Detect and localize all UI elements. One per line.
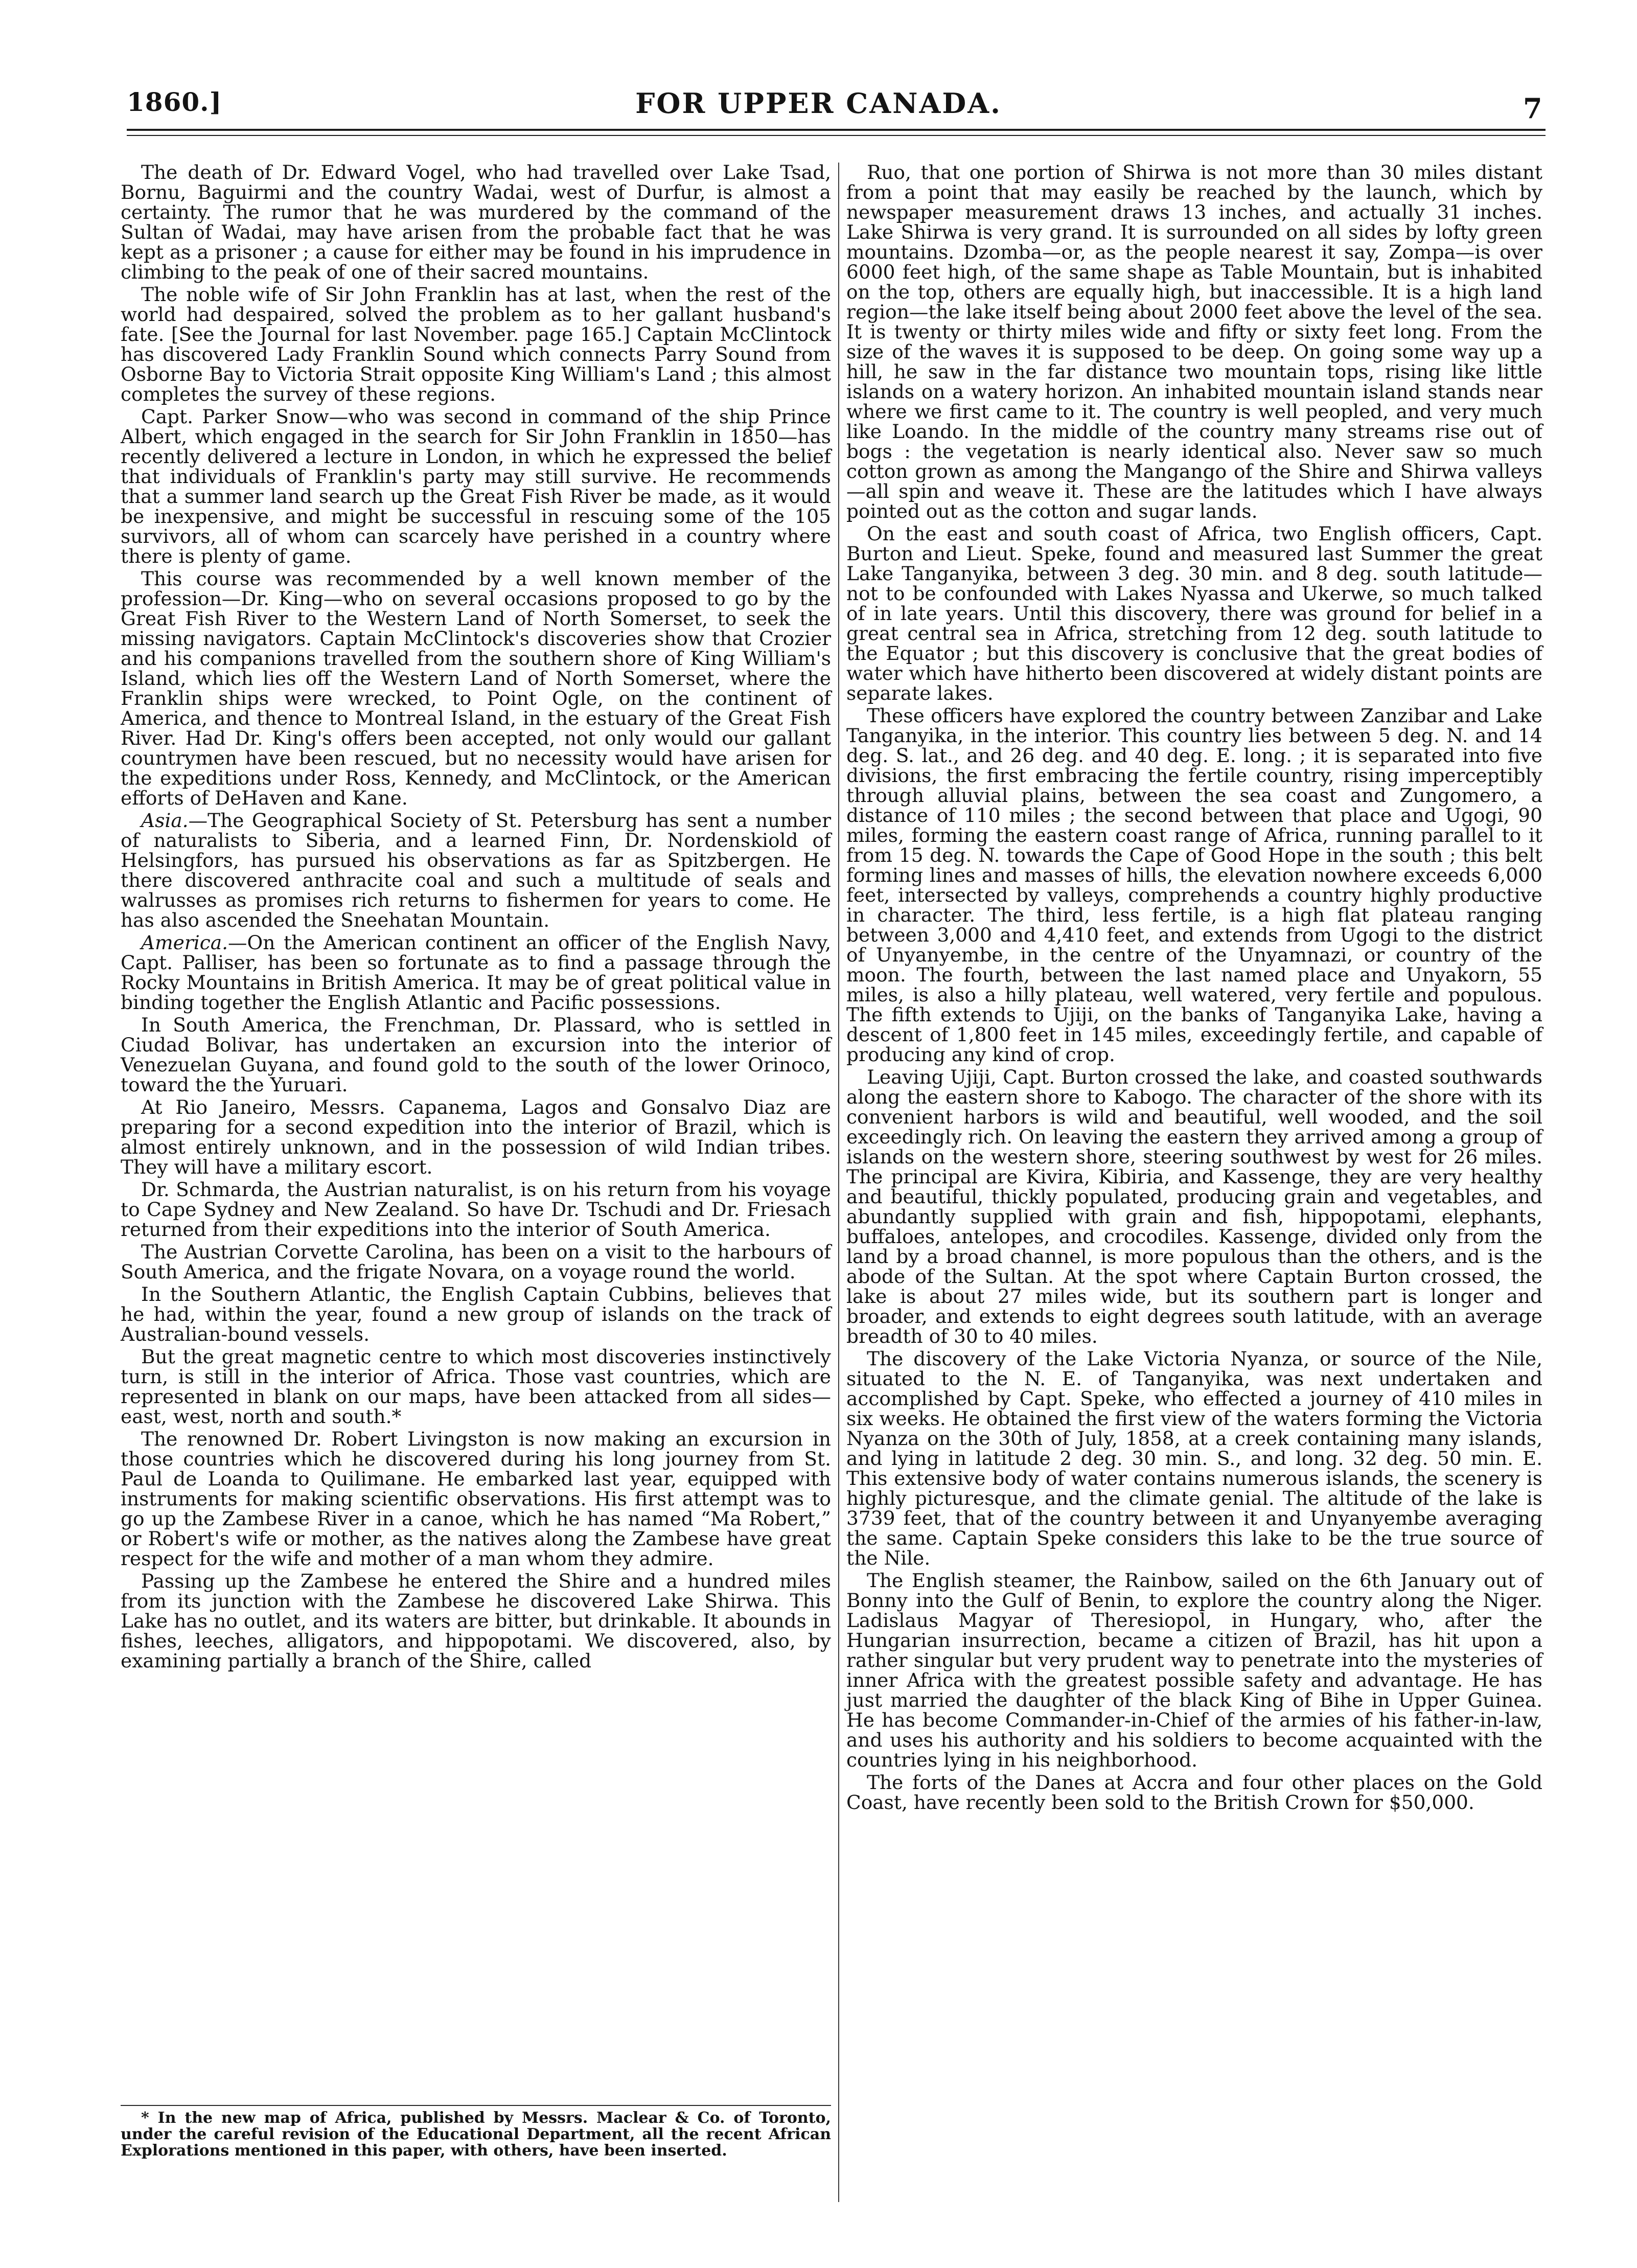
footnote-rule <box>121 2105 831 2106</box>
paragraph-zambese: Passing up the Zambese he entered the Shire and a hundred miles from its junction with the Zambese he discovered Lake Shirwa. This Lake has no outlet, and its waters are bitter, but drinkable. It abounds in fishes, leeches, alligators, and hippopotami. We discovered, also, by examining partially a branch of the Shire, called <box>121 1570 831 1672</box>
paragraph-dr-king: This course was recommended by a well known member of the profession—Dr. King—who on several occasions proposed to go by the Great Fish River to the Western Land of North Somerset, to seek the missing navigators. Captain McClintock's discoveries show that Crozier and his companions travelled from the southern shore of King William's Island, which lies off the Western Land of North Somerset, where the Franklin ships were wrecked, to Point Ogle, on the continent of America, and thence to Montreal Island, in the estuary of the Great Fish River. Had Dr. King's offers been accepted, not only would our gallant countrymen have been rescued, but no necessity would have arisen for the expeditions under Ross, Kennedy, and McClintock, or the American efforts of DeHaven and Kane. <box>121 567 831 809</box>
right-column <box>846 163 1542 2202</box>
paragraph-cubbins: In the Southern Atlantic, the English Captain Cubbins, believes that he had, within the year, found a new group of islands on the track of Australian-bound vessels. <box>121 1283 831 1345</box>
paragraph-parker-snow: Capt. Parker Snow—who was second in command of the ship Prince Albert, which engaged in the search for Sir John Franklin in 1850—has recently delivered a lecture in London, in which he expressed the belief that individuals of Franklin's party may still survive. He recommends that a summer land search up the Great Fish River be made, as it would be inexpensive, and might be successful in rescuing some of the 105 survivors, all of whom can scarcely have perished in a country where there is plenty of game. <box>121 405 831 567</box>
paragraph-carolina: The Austrian Corvette Carolina, has been on a visit to the harbours of South America, and the frigate Novara, on a voyage round the world. <box>121 1241 831 1283</box>
paragraph-asia-text: —The Geographical Society of St. Petersburg has sent a number of naturalists to Siberia, and a learned Finn, Dr. Nordenskiold of Helsingfors, has pursued his observations as far as Spitzbergen. He there discovered anthracite coal and such a multitude of seals and walrusses as promises rich returns to fishermen for years to come. He has also ascended the Sneehatan Mountain. <box>121 809 831 931</box>
header-title: FOR UPPER CANADA. <box>635 87 1002 120</box>
paragraph-america-text: —On the American continent an officer of the English Navy, Capt. Palliser, has been so fortunate as to find a passage through the Rocky Mountains in British America. It may be of great political value in binding together the English Atlantic and Pacific possessions. <box>121 931 831 1014</box>
paragraph-asia <box>121 811 831 930</box>
paragraph-ujiji: Leaving Ujiji, Capt. Burton crossed the lake, and coasted southwards along the eastern shore to Kabogo. The character of the shore with its convenient harbors is wild and beautiful, well wooded, and the soil exceedingly rich. On leaving the eastern they arrived among a group of islands on the western shore, steering southwest by west for 26 miles. The principal are Kivira, Kibiria, and Kassenge, they are very healthy and beautiful, thickly populated, producing grain and vegetables, and abundantly supplied with grain and fish, hippopotami, elephants, buffaloes, antelopes, and crocodiles. Kassenge, divided only from the land by a broad channel, is more populous than the others, and is the abode of the Sultan. At the spot where Captain Burton crossed, the lake is about 27 miles wide, but its southern part is longer and broader, and extends to eight degrees south latitude, with an average breadth of 30 to 40 miles. <box>846 1066 1542 1347</box>
paragraph-schmarda: Dr. Schmarda, the Austrian naturalist, is on his return from his voyage to Cape Sydney and New Zealand. So have Dr. Tschudi and Dr. Friesach returned from their expeditions into the interior of South America. <box>121 1178 831 1241</box>
paragraph-vogel: The death of Dr. Edward Vogel, who had travelled over Lake Tsad, Bornu, Baguirmi and the country Wadai, west of Durfur, is almost a certainty. The rumor that he was murdered by the command of the Sultan of Wadai, may have arisen from the probable fact that he was kept as a prisoner ; a cause for either may be found in his imprudence in climbing to the peak of one of their sacred mountains. <box>121 161 831 283</box>
paragraph-tanganyika: On the east and south coast of Africa, two English officers, Capt. Burton and Lieut. Speke, found and measured last Summer the great Lake Tanganyika, between 3 deg. 30 min. and 8 deg. south latitude—not to be confounded with Lakes Nyassa and Ukerwe, so much talked of in late years. Until this discovery, there was ground for belief in a great central sea in Africa, stretching from 12 deg. south latitude to the Equator ; but this discovery is conclusive that the great bodies of water which have hitherto been discovered at widely distant points are separate lakes. <box>846 522 1542 704</box>
header-year: 1860.] <box>127 87 222 117</box>
topic-america: America. <box>141 931 228 954</box>
paragraph-rainbow: The English steamer, the Rainbow, sailed on the 6th January out of Bonny into the Gulf of Benin, to explore the country along the Niger. Ladislaus Magyar of Theresiopol, in Hungary, who, after the Hungarian insurrection, became a citizen of Brazil, has hit upon a rather singular but very prudent way to penetrate into the mysteries of inner Africa with the greatest possible safety and advantage. He has just married the daughter of the black King of Bihe in Upper Guinea. He has become Commander-in-Chief of the armies of his father-in-law, and uses his authority and his soldiers to become acquainted with the countries lying in his neighborhood. <box>846 1569 1542 1771</box>
left-column <box>121 163 831 2105</box>
paragraph-plassard: In South America, the Frenchman, Dr. Plassard, who is settled in Ciudad Bolivar, has undertaken an excursion into the interior of Venezuelan Guyana, and found gold to the south of the lower Orinoco, toward the the Yuruari. <box>121 1014 831 1096</box>
paragraph-rio-janeiro: At Rio Janeiro, Messrs. Capanema, Lagos and Gonsalvo Diaz are preparing for a second expedition into the interior of Brazil, which is almost entirely unknown, and in the possession of wild Indian tribes. They will have a military escort. <box>121 1096 831 1178</box>
paragraph-accra: The forts of the Danes at Accra and four other places on the Gold Coast, have recently been sold to the British Crown for $50,000. <box>846 1771 1542 1814</box>
paragraph-shirwa: Ruo, that one portion of Shirwa is not more than 30 miles distant from a point that may easily be reached by the launch, which by newspaper measurement draws 13 inches, and actually 31 inches. Lake Shirwa is very grand. It is surrounded on all sides by lofty green mountains. Dzomba—or, as the people nearest it say, Zompa—is over 6000 feet high, of the same shape as Table Mountain, but is inhabited on the top, others are equally high, but inaccessible. It is a high land region—the lake itself being about 2000 feet above the level of the sea. It is twenty or thirty miles wide and fifty or sixty feet long. From the size of the waves it is supposed to be deep. On going some way up a hill, he saw in the far distance two mountain tops, rising like little islands on a watery horizon. An inhabited mountain island stands near where we first came to it. The country is well peopled, and very much like Loando. In the middle of the country many streams rise out of bogs : the vegetation is nearly identical also. Never saw so much cotton grown as among the Mangango of the Shire and Shirwa valleys—all spin and weave it. These are the latitudes which I have always pointed out as the cotton and sugar lands. <box>846 161 1542 522</box>
footnote-text: * In the new map of Africa, published by Messrs. Maclear & Co. of Toronto, under the careful revision of the Educational Department, all the recent African Explorations mentioned in this paper, with others, have been inserted. <box>121 2109 831 2160</box>
paragraph-livingston: The renowned Dr. Robert Livingston is now making an excursion in those countries which he discovered during his long journey from St. Paul de Loanda to Quilimane. He embarked last year, equipped with instruments for making scientific observations. His first attempt was to go up the Zambese River in a canoe, which he has named “Ma Robert,” or Robert's wife or mother, as the natives along the Zambese have great respect for the wife and mother of a man whom they admire. <box>121 1428 831 1570</box>
page-number: 7 <box>1523 92 1542 125</box>
header-rule <box>127 129 1546 131</box>
paragraph-victoria-nyanza: The discovery of the Lake Victoria Nyanza, or source of the Nile, situated to the N. E. of Tanganyika, was next undertaken and accomplished by Capt. Speke, who effected a journey of 410 miles in six weeks. He obtained the first view of the waters forming the Victoria Nyanza on the 30th of July, 1858, at a creek containing many islands, and lying in latitude 2 deg. 30 min. S., and long. 32 deg. 50 min. E. This extensive body of water contains numerous islands, the scenery is highly picturesque, and the climate genial. The altitude of the lake is 3739 feet, that of the country between it and Unyanyembe averaging the same. Captain Speke considers this lake to be the true source of the Nile. <box>846 1347 1542 1569</box>
footnote <box>121 2110 831 2159</box>
paragraph-america <box>121 933 831 1013</box>
column-divider <box>838 163 839 2202</box>
paragraph-africa: But the great magnetic centre to which most discoveries instinctively turn, is still in the interior of Africa. Those vast countries, which are represented in blank on our maps, have been attacked from all sides—east, west, north and south.* <box>121 1345 831 1428</box>
header-rule-thin <box>127 135 1546 136</box>
topic-asia: Asia. <box>141 809 189 832</box>
paragraph-franklin: The noble wife of Sir John Franklin has at last, when the rest of the world had despaired, solved the problem as to her gallant husband's fate. [See the Journal for last November. page 165.] Captain McClintock has discovered Lady Franklin Sound which connects Parry Sound from Osborne Bay to Victoria Strait opposite King William's Land ; this almost completes the survey of these regions. <box>121 283 831 405</box>
paragraph-zanzibar: These officers have explored the country between Zanzibar and Lake Tanganyika, in the interior. This country lies between 5 deg. N. and 14 deg. S. lat., and 26 deg. and 40 deg. E. long. ; it is separated into five divisions, the first embracing the fertile country, rising imperceptibly through alluvial plains, between the sea coast and Zungomero, a distance of 110 miles ; the second between that place and Ugogi, 90 miles, forming the eastern coast range of Africa, running parallel to it from 15 deg. N. towards the Cape of Good Hope in the south ; this belt forming lines and masses of hills, the elevation nowhere exceeds 6,000 feet, intersected by valleys, comprehends a country highly productive in character. The third, less fertile, is a high flat plateau ranging between 3,000 and 4,410 feet, and extends from Ugogi to the district of Unyanyembe, in the centre of the Unyamnazi, or country of the moon. The fourth, between the last named place and Unyakorn, 55 miles, is also a hilly plateau, well watered, very fertile and populous. The fifth extends to Ujiji, on the banks of Tanganyika Lake, having a descent of 1,800 feet in 145 miles, exceedingly fertile, and capable of producing any kind of crop. <box>846 704 1542 1066</box>
